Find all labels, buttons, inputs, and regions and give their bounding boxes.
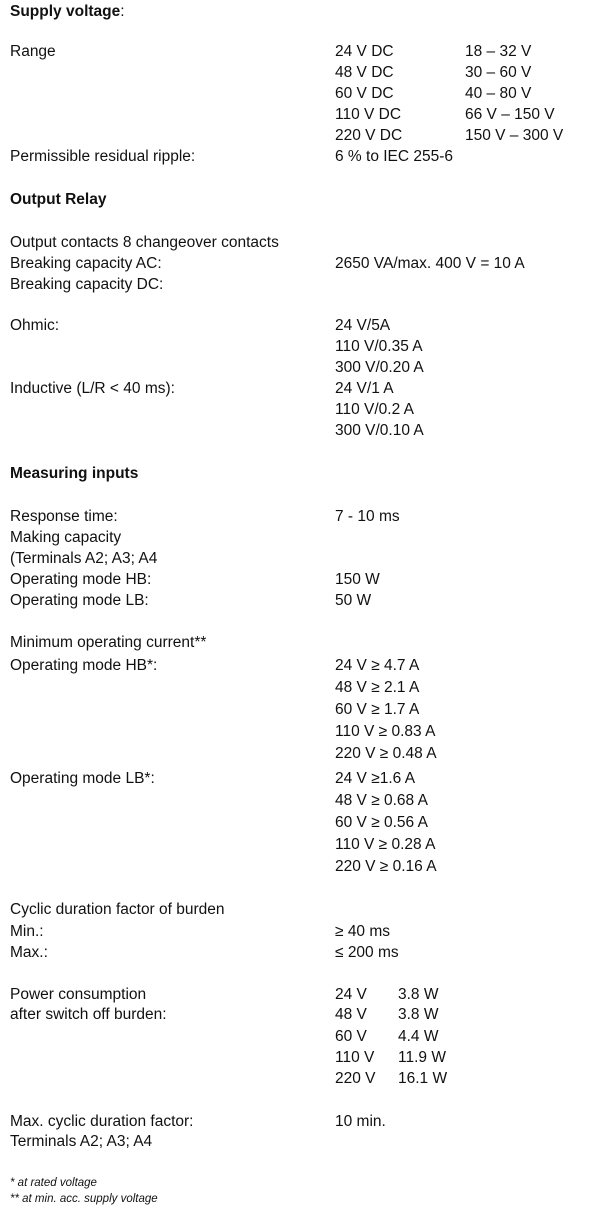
range-span: 66 V – 150 V	[465, 106, 555, 123]
range-span: 150 V – 300 V	[465, 127, 564, 144]
range-span: 40 – 80 V	[465, 85, 532, 102]
cyclic-max-value: ≤ 200 ms	[335, 944, 399, 961]
ohmic-value: 24 V/5A	[335, 317, 391, 334]
power-consumption-label: Power consumption	[10, 986, 147, 1003]
range-nominal: 110 V DC	[335, 106, 402, 123]
range-nominal: 220 V DC	[335, 127, 403, 144]
inductive-value: 110 V/0.2 A	[335, 401, 414, 418]
power-voltage: 48 V	[335, 1006, 367, 1023]
lb-current-value: 60 V ≥ 0.56 A	[335, 814, 428, 831]
terminals-label: (Terminals A2; A3; A4	[10, 550, 158, 567]
lb-current-value: 110 V ≥ 0.28 A	[335, 836, 436, 853]
cyclic-min-value: ≥ 40 ms	[335, 923, 391, 940]
cyclic-duration-label: Cyclic duration factor of burden	[10, 901, 225, 918]
hb-current-value: 220 V ≥ 0.48 A	[335, 745, 437, 762]
power-watts: 11.9 W	[398, 1049, 446, 1066]
power-watts: 3.8 W	[398, 1006, 439, 1023]
max-cyclic-terminals: Terminals A2; A3; A4	[10, 1133, 153, 1150]
ohmic-label: Ohmic:	[10, 317, 60, 334]
cyclic-min-label: Min.:	[10, 923, 44, 940]
mode-lb-label: Operating mode LB:	[10, 592, 149, 609]
mode-hb-label: Operating mode HB:	[10, 571, 152, 588]
ohmic-value: 110 V/0.35 A	[335, 338, 423, 355]
lb-current-value: 24 V ≥1.6 A	[335, 770, 416, 787]
power-watts: 16.1 W	[398, 1070, 448, 1087]
footnote-rated-voltage: * at rated voltage	[10, 1177, 97, 1189]
min-current-label: Minimum operating current**	[10, 634, 207, 651]
range-span: 18 – 32 V	[465, 43, 532, 60]
range-nominal: 48 V DC	[335, 64, 394, 81]
inductive-value: 300 V/0.10 A	[335, 422, 424, 439]
mode-hb-value: 150 W	[335, 571, 380, 588]
max-cyclic-value: 10 min.	[335, 1113, 386, 1130]
inductive-label: Inductive (L/R < 40 ms):	[10, 380, 175, 397]
range-nominal: 24 V DC	[335, 43, 394, 60]
power-watts: 4.4 W	[398, 1028, 439, 1045]
ripple-label: Permissible residual ripple:	[10, 148, 196, 165]
ripple-value: 6 % to IEC 255-6	[335, 148, 454, 165]
power-voltage: 60 V	[335, 1028, 367, 1045]
cyclic-max-label: Max.:	[10, 944, 48, 961]
power-voltage: 220 V	[335, 1070, 376, 1087]
range-span: 30 – 60 V	[465, 64, 532, 81]
hb-current-value: 48 V ≥ 2.1 A	[335, 679, 420, 696]
power-voltage: 110 V	[335, 1049, 375, 1066]
making-capacity-label: Making capacity	[10, 529, 122, 546]
range-label: Range	[10, 43, 56, 60]
supply-voltage-heading: Supply voltage:	[10, 3, 125, 20]
power-watts: 3.8 W	[398, 986, 439, 1003]
output-relay-heading: Output Relay	[10, 191, 107, 208]
range-nominal: 60 V DC	[335, 85, 394, 102]
breaking-ac-label: Breaking capacity AC:	[10, 255, 162, 272]
mode-hb-star-label: Operating mode HB*:	[10, 657, 158, 674]
lb-current-value: 48 V ≥ 0.68 A	[335, 792, 428, 809]
hb-current-value: 60 V ≥ 1.7 A	[335, 701, 420, 718]
output-contacts: Output contacts 8 changeover contacts	[10, 234, 279, 251]
footnote-supply-voltage: ** at min. acc. supply voltage	[10, 1193, 158, 1205]
response-time-label: Response time:	[10, 508, 118, 525]
mode-lb-star-label: Operating mode LB*:	[10, 770, 155, 787]
breaking-dc-label: Breaking capacity DC:	[10, 276, 164, 293]
mode-lb-value: 50 W	[335, 592, 372, 609]
hb-current-value: 110 V ≥ 0.83 A	[335, 723, 436, 740]
ohmic-value: 300 V/0.20 A	[335, 359, 424, 376]
lb-current-value: 220 V ≥ 0.16 A	[335, 858, 437, 875]
power-voltage: 24 V	[335, 986, 367, 1003]
response-time-value: 7 - 10 ms	[335, 508, 400, 525]
hb-current-value: 24 V ≥ 4.7 A	[335, 657, 420, 674]
max-cyclic-label: Max. cyclic duration factor:	[10, 1113, 194, 1130]
measuring-inputs-heading: Measuring inputs	[10, 465, 139, 482]
power-consumption-sublabel: after switch off burden:	[10, 1006, 167, 1023]
breaking-ac-value: 2650 VA/max. 400 V = 10 A	[335, 255, 525, 272]
inductive-value: 24 V/1 A	[335, 380, 394, 397]
